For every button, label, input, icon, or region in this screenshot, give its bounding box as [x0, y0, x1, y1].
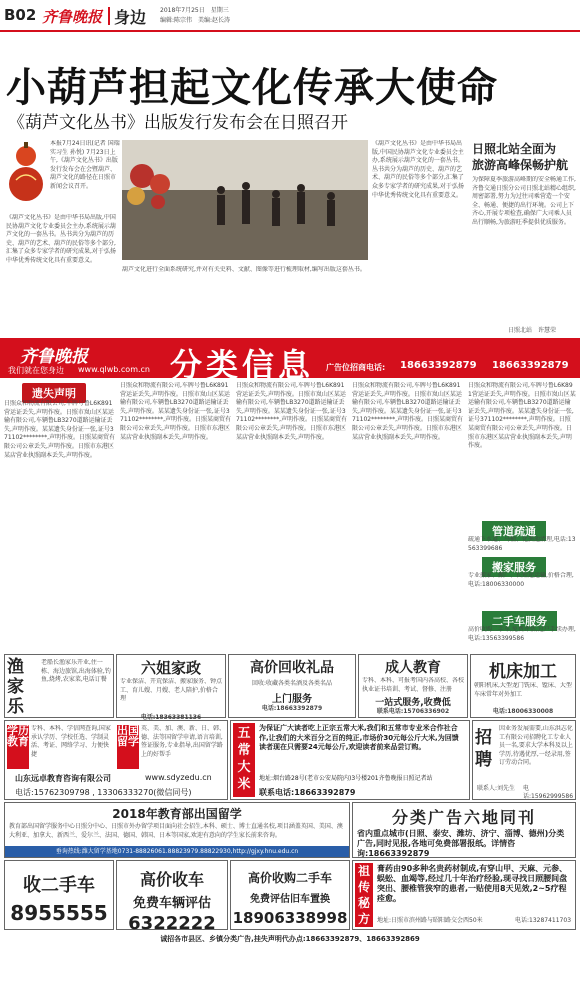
ad-six-cities-text: 省内重点城市(日照、泰安、潍坊、济宁、淄博、德州)分类广告,同时见报,各地可免费部署报纸。详情咨询:18663392879: [357, 829, 565, 858]
banner-hotline-1: 18663392879: [400, 360, 477, 371]
ad-used-car-1-phone: 8955555: [10, 901, 108, 925]
ad-used-car-2-title: 高价收车: [139, 870, 204, 889]
ad-recycle-text: 回收:收藏各类名酒及各类名品: [251, 680, 333, 687]
ad-xueli-text: 专科、本科、学信网查询,国家承认学历、学校任选、学制灵活、考证、网络学习、力便快捷: [31, 725, 111, 758]
subheadline: 《葫芦文化丛书》出版发行发布会在日照召开: [8, 113, 348, 133]
page-number: B02: [4, 6, 37, 24]
pipe-service-text: 疏通下水道、马桶、化粪池清理,电话:13563399686: [468, 536, 576, 552]
side-story-credit: 日照北站 许慧荣: [508, 327, 557, 334]
ad-adult-edu-sub: 一站式服务,收费低: [375, 698, 451, 708]
banner-slogan: 我们就在您身边: [8, 366, 64, 375]
ad-housekeeping: [116, 654, 226, 721]
banner-url: www.qlwb.com.cn: [78, 365, 150, 374]
ad-adult-edu-title: 成人教育: [385, 660, 441, 676]
article-continued: [372, 140, 468, 336]
ad-rice-address: 地址:烟台路28号(老市公安局院内)3号楼201齐鲁晚报日照记者站: [259, 775, 433, 782]
ad-recycle-phone: 电话:18663392879: [261, 705, 323, 712]
used-car-tag: 二手车服务: [482, 611, 557, 631]
event-photo: [122, 140, 368, 260]
ad-school-phone: 电话:15762309798 , 13306333270(微信同号): [15, 788, 192, 797]
ad-adult-edu-phone: 联系电话:15706336902: [376, 708, 450, 715]
ad-fishing: [4, 654, 114, 718]
header-divider: [108, 7, 110, 25]
moving-service-text: 专业搬家、搬厂、长短途运输,价格合理,电话:18006330000: [468, 572, 574, 588]
ad-housekeeping-phone: 电话:18363381136: [140, 714, 202, 721]
side-story-body: 为保障夏季旅游高峰期的安全畅通工作,齐鲁交通日照分公司日照北站精心组织,周密部署,努力为过往司乘营造一个安全、畅通、便捷的出行环境。公司上下齐心,开展专项检查,确保广大司乘人员出行顺畅,为旅游旺季提供优质服务。: [472, 176, 576, 226]
ad-fishing-title: 渔家乐: [7, 657, 24, 717]
ad-study-abroad-title: 2018年教育部出国留学: [112, 807, 242, 821]
ad-six-cities: [352, 802, 576, 858]
ad-six-cities-title: 分类广告六地同刊: [391, 808, 536, 827]
classified-banner: [0, 338, 580, 384]
ad-study-abroad-phone: 垂询热线:潍大留学基地0731-88826061.88823979.88822930,http://gjxy.hnu.edu.cn: [5, 846, 349, 857]
ad-school-url: www.sdyzedu.cn: [145, 773, 212, 782]
ad-hiring-tag: 招聘: [475, 728, 492, 770]
ad-medicine-address: 地址:日照市滨州路与昭阳路交会西50米: [377, 917, 483, 924]
ad-recycle-title: 高价回收礼品: [250, 660, 334, 676]
ad-used-car-3-phone: 18906338998: [232, 909, 348, 927]
ad-adult-edu: [358, 654, 468, 718]
ad-used-car-3-title: 高价收购二手车: [247, 871, 332, 885]
ad-housekeeping-title: 六姐家政: [140, 659, 201, 677]
ad-school: [4, 720, 228, 800]
ad-medicine-tag: 祖传秘方: [355, 863, 373, 927]
ad-xueli-tag: 学历教育: [7, 725, 29, 769]
article-continued-text: 《葫芦文化丛书》是由中华书局出版,中国民协葫芦文化专业委员会主办,系统展示葫芦文化的一套丛书。丛书共分为葫芦的历史、葫芦的艺术、葫芦的民俗等多个部分,汇集了众多专家学者的研究成果,对于弘扬中华优秀传统文化具有重要意义。: [372, 140, 464, 199]
ad-hiring-contact: 联系人:刘先生: [477, 785, 516, 792]
ad-used-car-2-sub: 免费车辆评估: [132, 896, 211, 911]
ad-rice-tag: 五常大米: [233, 723, 255, 797]
ad-fishing-text: 老船长渔家乐开业,住一栋、海边旅馆,出海体验,钓鱼,烧烤,农家菜,电话订餐: [41, 659, 111, 684]
ad-used-car-1: [4, 860, 114, 930]
notice-column-3: 日照众和物流有限公司,车牌号鲁L6K891营运证丢失,声明作废。日照市岚山区某运输有限公司,车辆鲁LB3270道路运输证丢失,声明作废。某某遗失身份证一张,证号371102********,声明作废。日照某商贸有限公司公章丢失,声明作废。日照市东港区某店营业执照副本丢失,声明作废。: [236, 382, 347, 441]
pipe-service-tag: 管道疏通: [482, 521, 546, 541]
editors: 编辑:陈宗伟 美编:赵长涛: [160, 17, 231, 24]
header-rule: [0, 30, 580, 32]
ad-adult-edu-text: 专科、本科、可报考国内各高校、各校执业证书培训、考试、督修、注册: [362, 677, 465, 693]
headline: 小葫芦担起文化传承大使命: [6, 64, 498, 111]
photo-caption: 葫芦文化进行全面系统研究,并对有关史料、文献、图像等进行梳理取材,编写出版这套丛书。: [122, 266, 366, 273]
side-story-title-1: 日照北站全面为: [472, 142, 557, 156]
issue-date: 2018年7月25日 星期三: [160, 7, 229, 14]
notice-column-5: 日照众和物流有限公司,车牌号鲁L6K891营运证丢失,声明作废。日照市岚山区某运输有限公司,车辆鲁LB3270道路运输证丢失,声明作废。某某遗失身份证一张,证号371102********,声明作废。日照某商贸有限公司公章丢失,声明作废。日照市东港区某店营业执照副本丢失,声明作废。: [468, 382, 576, 450]
article-body: 《葫芦文化丛书》是由中华书局出版,中国民协葫芦文化专业委员会主办,系统展示葫芦文化的一套丛书。丛书共分为葫芦的历史、葫芦的艺术、葫芦的民俗等多个部分,汇集了众多专家学者的研究成果,对于弘扬中华优秀传统文化具有重要意义。: [6, 214, 116, 264]
ad-study-abroad-text: 教育部出国留学服务中心日照分中心、日照市外办留学项目面向社会招生,本科、硕士、博士直通名校,项目涵盖英国、美国、澳大利亚、加拿大、新西兰、爱尔兰、法国、德国、韩国、日本等国家,欢迎有意向的学生家长前来咨询。: [9, 823, 343, 839]
ad-used-car-1-title: 收二手车: [23, 875, 95, 896]
ad-used-car-2: [116, 860, 228, 934]
ad-rice-phone: 联系电话:18663392879: [259, 788, 356, 797]
ad-medicine: [352, 860, 576, 930]
notice-column-4: 日照众和物流有限公司,车牌号鲁L6K891营运证丢失,声明作废。日照市岚山区某运输有限公司,车辆鲁LB3270道路运输证丢失,声明作废。某某遗失身份证一张,证号371102********,声明作废。日照某商贸有限公司公章丢失,声明作废。日照市东港区某店营业执照副本丢失,声明作废。: [352, 382, 463, 441]
gourd-photo: [6, 140, 46, 212]
ad-school-name: 山东远卓教育咨询有限公司: [15, 774, 111, 783]
banner-brand: 齐鲁晚报: [20, 347, 88, 367]
ad-used-car-2-phone: 6322222: [128, 913, 216, 934]
ad-machine-text: 朝阳机床,大型龙门铣床、镗床、大型车床常年对外加工: [474, 682, 572, 698]
moving-service-tag: 搬家服务: [482, 557, 546, 577]
page-footer: 诚招各市县区、乡镇分类广告,挂失声明代办点:18663392879、18663392869: [160, 935, 420, 943]
banner-hotline-2: 18663392879: [492, 360, 569, 371]
article-lead: 本报7月24日讯(记者 国瑞 实习生 孙悦) 7月23日上午,《葫芦文化丛书》出版发行发布会在会暨葫芦、葫芦文化的路径在日照市新闻会议召开。: [50, 140, 120, 190]
ad-abroad-text: 英、美、加、澳、新、日、韩、德、法等国留学申请,语言培训,签证服务,专业指导,出国留学路上的好帮手: [141, 725, 225, 758]
page-header: [0, 0, 580, 32]
ad-rice: [230, 720, 470, 800]
ad-hiring-phone: 电话:15962999586: [523, 785, 574, 800]
ad-abroad-tag: 出国留学: [117, 725, 139, 769]
banner-title: 分类信息: [170, 346, 315, 384]
brand-logo: 齐鲁晚报: [42, 8, 103, 26]
ad-rice-text: 为保证广大读者吃上正宗五常大米,我们和五常市专业米合作社合作,让我们的大米百分之百的纯正,市场价30元每公斤大米,为回馈读者现在只需要24元每公斤,欢迎读者前来品尝订购。: [259, 724, 459, 752]
lost-notice-tag: 遗失声明: [22, 383, 86, 403]
ad-housekeeping-text: 专业保洁、开荒保洁、搬家服务、钟点工、育儿嫂、月嫂、老人陪护,价格合理: [120, 678, 223, 703]
ad-medicine-text: 膏药由90多种名贵药材制成,有穿山甲、天麻、元参、蜈蚣、血竭等,经过几十年治疗经验,现寻找日照腰间盘突出、腰椎管狭窄的患者,一贴使用8天见效,2~5疗程痊愈。: [377, 864, 568, 903]
ad-medicine-phone: 电话:13287411703: [515, 917, 572, 924]
ad-study-abroad: [4, 802, 350, 858]
ad-hiring: [472, 720, 576, 800]
used-car-text: 高价收购二手车,免费评估,过户手续办理,电话:13563399586: [468, 626, 576, 642]
banner-hotline-label: 广告位招商电话:: [326, 363, 386, 372]
ad-hiring-text: 因业务发展需要,山东洪志化工有限公司招聘化工专业人员一名,要求大学本科及以上学历,待遇优厚,一经录用,签订劳动合同。: [499, 725, 573, 767]
ad-machine: [470, 654, 576, 718]
notice-column-2: 日照众和物流有限公司,车牌号鲁L6K891营运证丢失,声明作废。日照市岚山区某运输有限公司,车辆鲁LB3270道路运输证丢失,声明作废。某某遗失身份证一张,证号371102********,声明作废。日照某商贸有限公司公章丢失,声明作废。日照市东港区某店营业执照副本丢失,声明作废。: [120, 382, 231, 441]
ad-recycle-sub: 上门服务: [272, 694, 312, 705]
ad-machine-title: 机床加工: [489, 662, 557, 682]
ad-machine-phone: 电话:18006330008: [492, 708, 554, 715]
ad-used-car-3-sub: 免费评估旧车置换: [250, 894, 330, 905]
ad-used-car-3: [230, 860, 350, 930]
notice-column-1: 日照众和物流有限公司,车牌号鲁L6K891营运证丢失,声明作废。日照市岚山区某运输有限公司,车辆鲁LB3270道路运输证丢失,声明作废。某某遗失身份证一张,证号371102********,声明作废。日照某商贸有限公司公章丢失,声明作废。日照市东港区某店营业执照副本丢失,声明作废。: [4, 400, 115, 459]
side-story-title-2: 旅游高峰保畅护航: [472, 158, 569, 172]
ad-recycle: [228, 654, 356, 718]
section-name: 身边: [114, 8, 147, 27]
